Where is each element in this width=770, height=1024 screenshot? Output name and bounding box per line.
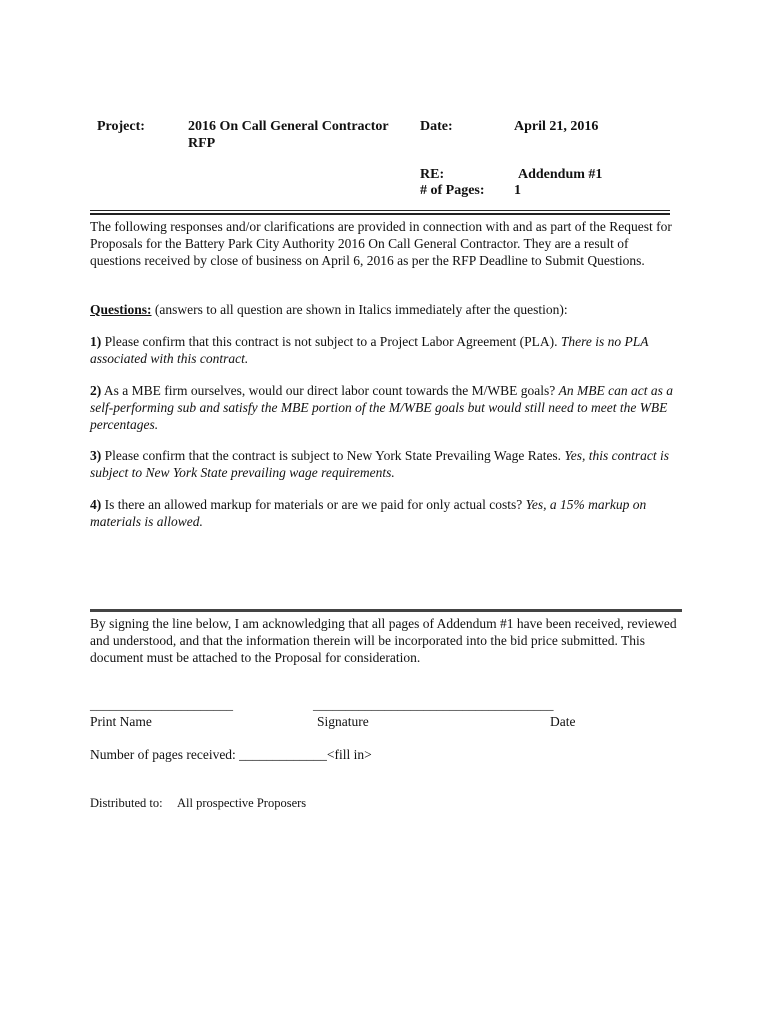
pages-label: # of Pages: xyxy=(420,183,485,198)
signature-line: _____________________________________ xyxy=(313,697,554,712)
re-value: Addendum #1 xyxy=(518,167,603,182)
acknowledgement-divider xyxy=(90,609,682,612)
pages-value: 1 xyxy=(514,183,521,198)
answer-text: An MBE can act as a self-performing sub and satisfy the MBE portion of the M/WBE goals but would still need to meet the WBE percentages. xyxy=(90,383,674,432)
print-name-label: Print Name xyxy=(90,714,152,729)
question-number: 4) xyxy=(90,497,102,512)
pages-received-field: Number of pages received: _____________<fill in> xyxy=(90,747,372,762)
date-value: April 21, 2016 xyxy=(514,119,599,134)
intro-paragraph: The following responses and/or clarifications are provided in connection with and as part of the Request for Proposals for the Battery Park City Authority 2016 On Call General Contractor. They are a result of questions received by close of business on April 6, 2016 as per the RFP Deadline to Submit Questions. xyxy=(90,219,672,268)
signature-label: Signature xyxy=(317,714,369,729)
distributed-to-value: All prospective Proposers xyxy=(177,796,307,810)
question-number: 1) xyxy=(90,334,102,349)
question-number: 2) xyxy=(90,383,102,398)
distributed-to-label: Distributed to: xyxy=(90,796,163,810)
answer-text: There is no PLA associated with this contract. xyxy=(90,334,649,366)
questions-note: (answers to all question are shown in Italics immediately after the question): xyxy=(151,302,568,317)
question-text: As a MBE firm ourselves, would our direct labor count towards the M/WBE goals? xyxy=(101,383,559,398)
print-name-line: ______________________ xyxy=(90,697,233,712)
project-label: Project: xyxy=(97,119,145,134)
date-sign-label: Date xyxy=(550,714,576,729)
re-label: RE: xyxy=(420,167,445,182)
project-value: 2016 On Call General Contractor RFP xyxy=(188,119,389,151)
question-item-3 xyxy=(90,447,680,481)
question-text: Is there an allowed markup for materials or are we paid for only actual costs? xyxy=(101,497,526,512)
questions-heading-line xyxy=(90,301,680,318)
answer-text: Yes, a 15% markup on materials is allowed. xyxy=(90,497,647,529)
question-item-4 xyxy=(90,496,680,530)
header-divider xyxy=(90,210,670,215)
question-item-1 xyxy=(90,333,680,367)
question-number: 3) xyxy=(90,448,102,463)
questions-heading: Questions: xyxy=(90,302,152,317)
date-label: Date: xyxy=(420,119,453,134)
acknowledgement-paragraph: By signing the line below, I am acknowledging that all pages of Addendum #1 have been received, reviewed and understood, and that the information therein will be incorporated into the bid price submitted. This document must be attached to the Proposal for consideration. xyxy=(90,616,677,665)
question-text: Please confirm that the contract is subject to New York State Prevailing Wage Rates. xyxy=(101,448,565,463)
question-item-2 xyxy=(90,382,680,433)
answer-text: Yes, this contract is subject to New York State prevailing wage requirements. xyxy=(90,448,669,480)
question-text: Please confirm that this contract is not subject to a Project Labor Agreement (PLA). xyxy=(101,334,561,349)
